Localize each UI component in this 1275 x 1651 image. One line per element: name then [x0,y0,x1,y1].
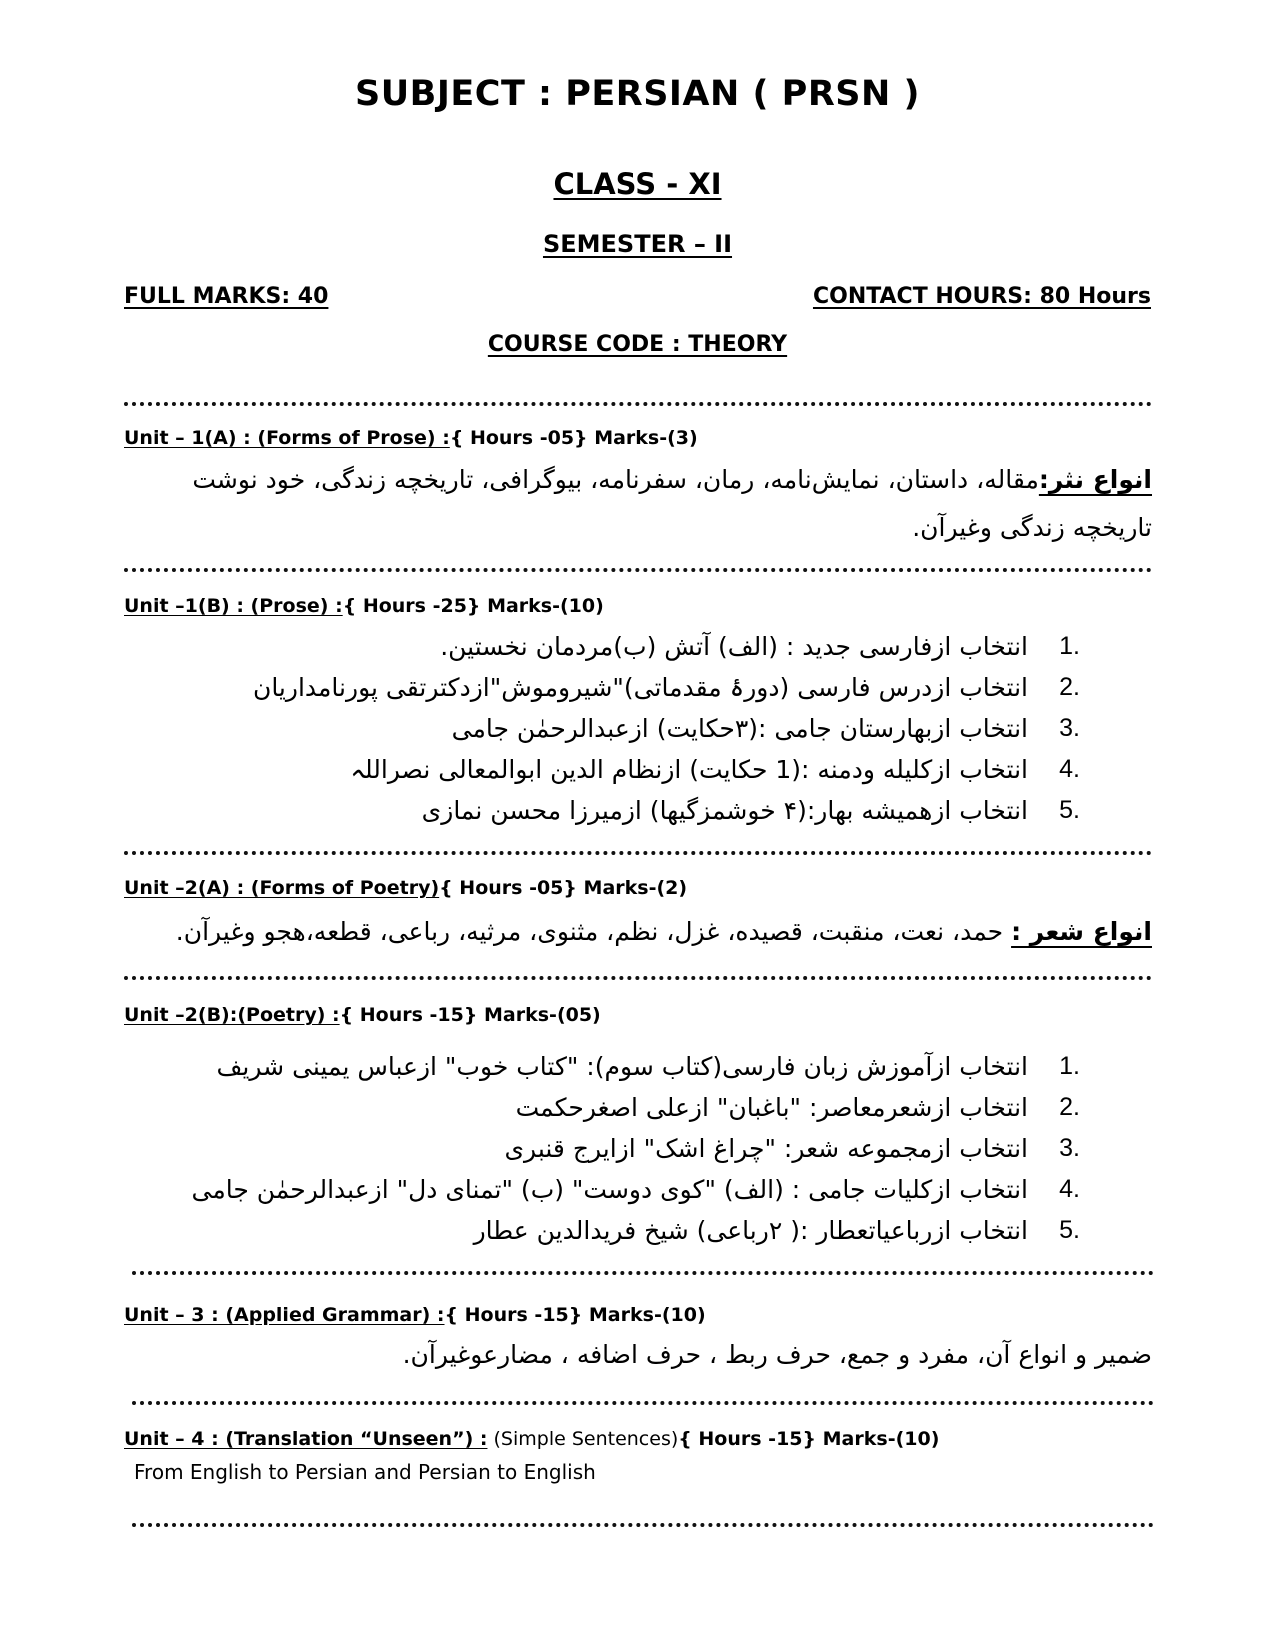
list-item [130,1128,1152,1169]
list-item-number: 2. [1059,673,1080,701]
list-item [130,749,1152,790]
unit-4-text: From English to Persian and Persian to English [134,1460,596,1484]
list-item-text: انتخاب ازکلیله ودمنه :(1 حکایت) ازنظام الدین ابوالمعالی نصراللہ [350,755,1028,784]
unit-3-title: Unit – 3 : (Applied Grammar) : [124,1304,445,1326]
unit-1b-heading [124,595,604,617]
list-item [130,708,1152,749]
dotted-divider [124,398,1152,406]
dotted-divider [132,1519,1154,1527]
list-item-number: 1. [1059,1052,1080,1080]
unit-1a-meta: { Hours -05} Marks-(3) [449,427,698,449]
list-item-number: 5. [1059,1216,1080,1244]
list-item-text: انتخاب ازآموزش زبان فارسی(کتاب سوم): "کتاب خوب" ازعباس یمینی شریف [216,1052,1028,1081]
dotted-divider [132,1267,1154,1275]
list-item-number: 3. [1059,714,1080,742]
unit-3-content [130,1331,1152,1379]
unit-1a-heading [124,427,698,449]
semester-heading [0,230,1275,258]
list-item [130,1169,1152,1210]
unit-2a-meta: { Hours -05} Marks-(2) [439,877,688,899]
semester-label: SEMESTER – II [542,230,733,258]
unit-1b-list [130,626,1152,831]
list-item [130,667,1152,708]
unit-2b-list [130,1046,1152,1251]
unit-1a-label: انواع نثر: [1038,465,1152,494]
list-item-number: 4. [1059,1175,1080,1203]
unit-4-subtitle: (Simple Sentences) [487,1428,679,1450]
list-item [130,626,1152,667]
unit-3-heading [124,1304,706,1326]
list-item-text: انتخاب ازفارسی جدید : (الف) آتش (ب)مردمان نخستین. [440,632,1028,661]
contact-hours: CONTACT HOURS: 80 Hours [812,284,1151,309]
dotted-divider [124,564,1152,572]
list-item-number: 3. [1059,1134,1080,1162]
list-item [130,790,1152,831]
unit-3-meta: { Hours -15} Marks-(10) [444,1304,706,1326]
page-title: SUBJECT : PERSIAN ( PRSN ) [355,74,920,114]
unit-2b-title: Unit –2(B):(Poetry) : [124,1004,340,1026]
unit-1a-content [130,456,1152,552]
list-item-text: انتخاب ازدرس فارسی (دورۂ مقدماتی)"شیروموش"ازدکترتقی پورنامداریان [252,673,1028,702]
list-item-text: انتخاب ازبهارستان جامی :(۳حکایت) ازعبدالرحمٰن جامی [451,714,1028,743]
list-item-text: انتخاب ازرباعیاتعطار :( ۲رباعی) شیخ فریدالدین عطار [473,1216,1028,1245]
list-item-number: 5. [1059,796,1080,824]
unit-1a-text: مقاله، داستان، نمایش‌نامه، رمان، سفرنامه، بیوگرافی، تاریخچه زندگی، خود نوشت تاریخچه زندگی وغیرآن. [192,465,1152,542]
unit-2a-title: Unit –2(A) : (Forms of Poetry) [124,877,440,899]
list-item [130,1087,1152,1128]
dotted-divider [124,972,1152,980]
unit-4-heading [124,1428,939,1450]
unit-1b-title: Unit –1(B) : (Prose) : [124,595,343,617]
list-item-text: انتخاب ازهمیشه بهار:(۴ خوشمزگیها) ازمیرزا محسن نمازی [421,796,1028,825]
unit-4-meta: { Hours -15} Marks-(10) [678,1428,940,1450]
dotted-divider [124,847,1152,855]
unit-1a-title: Unit – 1(A) : (Forms of Prose) : [124,427,450,449]
unit-2a-content [130,908,1152,956]
unit-2b-meta: { Hours -15} Marks-(05) [339,1004,601,1026]
unit-4-title: Unit – 4 : (Translation “Unseen”) : [124,1428,488,1450]
list-item [130,1046,1152,1087]
list-item-number: 4. [1059,755,1080,783]
unit-1b-meta: { Hours -25} Marks-(10) [342,595,604,617]
unit-2a-text: حمد، نعت، منقبت، قصیده، غزل، نظم، مثنوی، مرثیه، رباعی، قطعه،هجو وغیرآن. [175,917,1012,946]
unit-2a-heading [124,877,687,899]
class-heading [0,167,1275,201]
course-code [0,332,1275,357]
list-item-text: انتخاب ازکلیات جامی : (الف) "کوی دوست" (ب) "تمنای دل" ازعبدالرحمٰن جامی [191,1175,1028,1204]
unit-3-text: ضمیر و انواع آن، مفرد و جمع، حرف ربط ، حرف اضافه ، مضارعوغیرآن. [402,1340,1152,1369]
list-item-number: 1. [1059,632,1080,660]
list-item [130,1210,1152,1251]
list-item-text: انتخاب ازشعرمعاصر: "باغبان" ازعلی اصغرحکمت [515,1093,1028,1122]
dotted-divider [132,1397,1154,1405]
unit-2b-heading [124,1004,601,1026]
unit-2a-label: انواع شعر : [1011,917,1152,946]
class-label: CLASS - XI [553,167,722,201]
list-item-number: 2. [1059,1093,1080,1121]
list-item-text: انتخاب ازمجموعه شعر: "چراغ اشک" ازایرج قنبری [504,1134,1028,1163]
full-marks: FULL MARKS: 40 [124,284,329,309]
course-code-label: COURSE CODE : THEORY [487,332,788,357]
